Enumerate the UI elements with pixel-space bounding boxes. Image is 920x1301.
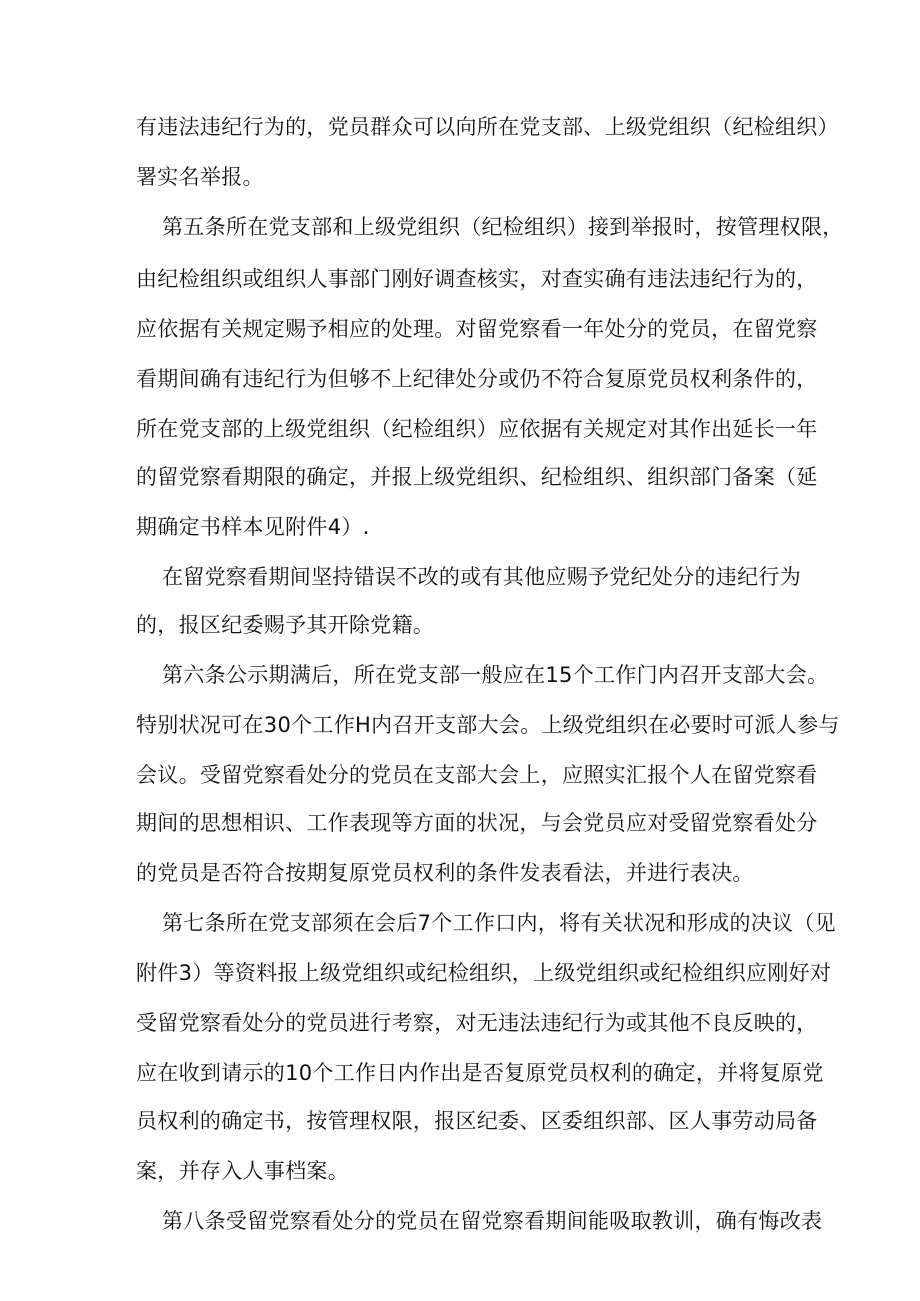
text-line: 案，并存入人事档案。 — [136, 1159, 349, 1183]
text-line: 的，报区纪委赐予其开除党籍。 — [136, 613, 435, 637]
text-line: 应在收到请示的10个工作日内作出是否复原党员权利的确定，并将复原党 — [136, 1061, 824, 1085]
text-line: 第七条所在党支部须在会后7个工作口内，将有关状况和形成的决议（见 — [162, 911, 836, 935]
text-line: 附件3）等资料报上级党组织或纪检组织，上级党组织或纪检组织应刚好对 — [136, 961, 832, 985]
text-line: 第八条受留党察看处分的党员在留党察看期间能吸取教训，确有悔改表 — [162, 1209, 823, 1233]
text-line: 所在党支部的上级党组织（纪检组织）应依据有关规定对其作出延长一年 — [136, 417, 818, 441]
text-line: 期确定书样本见附件4）. — [136, 515, 370, 539]
text-line: 受留党察看处分的党员进行考察，对无违法违纪行为或其他不良反映的， — [136, 1011, 818, 1035]
text-line: 员权利的确定书，按管理权限，报区纪委、区委组织部、区人事劳动局备 — [136, 1109, 818, 1133]
text-line: 有违法违纪行为的，党员群众可以向所在党支部、上级党组织（纪检组织） — [136, 115, 839, 139]
text-line: 看期间确有违纪行为但够不上纪律处分或仍不符合复原党员权利条件的， — [136, 367, 818, 391]
text-line: 特别状况可在30个工作H内召开支部大会。上级党组织在必要时可派人参与 — [136, 713, 840, 737]
text-line: 期间的思想相识、工作表现等方面的状况，与会党员应对受留党察看处分 — [136, 811, 818, 835]
text-line: 署实名举报。 — [136, 165, 264, 189]
text-line: 第六条公示期满后，所在党支部一般应在15个工作门内召开支部大会。 — [162, 663, 829, 687]
text-line: 第五条所在党支部和上级党组织（纪检组织）接到举报时，按管理权限， — [162, 215, 844, 239]
text-line: 应依据有关规定赐予相应的处理。对留党察看一年处分的党员，在留党察 — [136, 317, 818, 341]
text-line: 由纪检组织或组织人事部门刚好调查核实，对查实确有违法违纪行为的， — [136, 267, 818, 291]
text-line: 在留党察看期间坚持错误不改的或有其他应赐予党纪处分的违纪行为 — [162, 565, 801, 589]
text-line: 的留党察看期限的确定，并报上级党组织、纪检组织、组织部门备案（延 — [136, 465, 818, 489]
text-line: 会议。受留党察看处分的党员在支部大会上，应照实汇报个人在留党察看 — [136, 763, 818, 787]
text-line: 的党员是否符合按期复原党员权利的条件发表看法，并进行表决。 — [136, 861, 754, 885]
